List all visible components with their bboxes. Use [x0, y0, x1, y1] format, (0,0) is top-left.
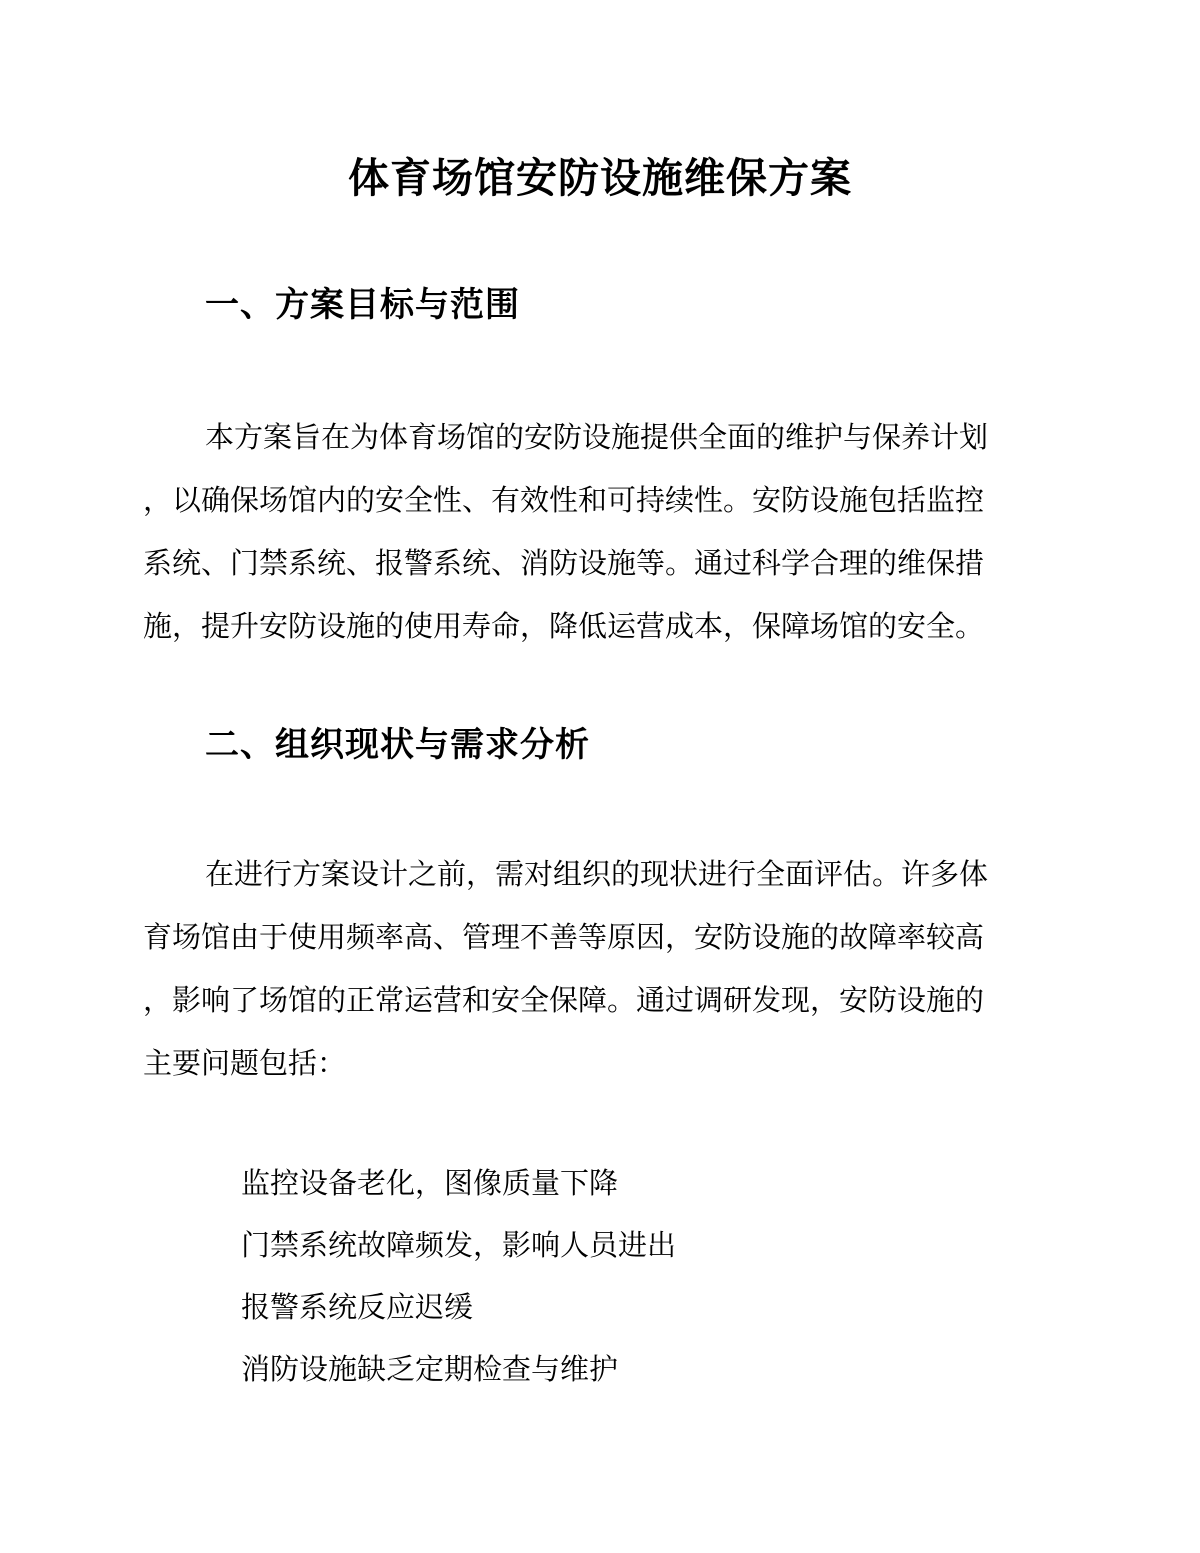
paragraph-line: 本方案旨在为体育场馆的安防设施提供全面的维护与保养计划	[205, 420, 989, 454]
paragraph-line: ，影响了场馆的正常运营和安全保障。通过调研发现，安防设施的	[143, 983, 985, 1017]
paragraph-line: ，以确保场馆内的安全性、有效性和可持续性。安防设施包括监控	[143, 483, 985, 517]
list-item: 消防设施缺乏定期检查与维护	[241, 1352, 619, 1386]
section-heading-status-analysis: 二、组织现状与需求分析	[205, 725, 590, 765]
list-item: 门禁系统故障频发，影响人员进出	[241, 1228, 677, 1262]
paragraph-line: 主要问题包括：	[143, 1046, 347, 1080]
list-item: 报警系统反应迟缓	[241, 1290, 474, 1324]
paragraph-line: 在进行方案设计之前，需对组织的现状进行全面评估。许多体	[205, 857, 989, 891]
issue-list	[241, 1152, 676, 1400]
section-1-paragraph	[143, 406, 1053, 658]
section-heading-goals-scope: 一、方案目标与范围	[205, 285, 520, 325]
paragraph-line: 施，提升安防设施的使用寿命，降低运营成本，保障场馆的安全。	[143, 609, 985, 643]
list-item: 监控设备老化，图像质量下降	[241, 1166, 619, 1200]
paragraph-line: 育场馆由于使用频率高、管理不善等原因，安防设施的故障率较高	[143, 920, 985, 954]
section-2-paragraph	[143, 843, 1053, 1095]
document-title: 体育场馆安防设施维保方案	[348, 154, 852, 202]
paragraph-line: 系统、门禁系统、报警系统、消防设施等。通过科学合理的维保措	[143, 546, 985, 580]
